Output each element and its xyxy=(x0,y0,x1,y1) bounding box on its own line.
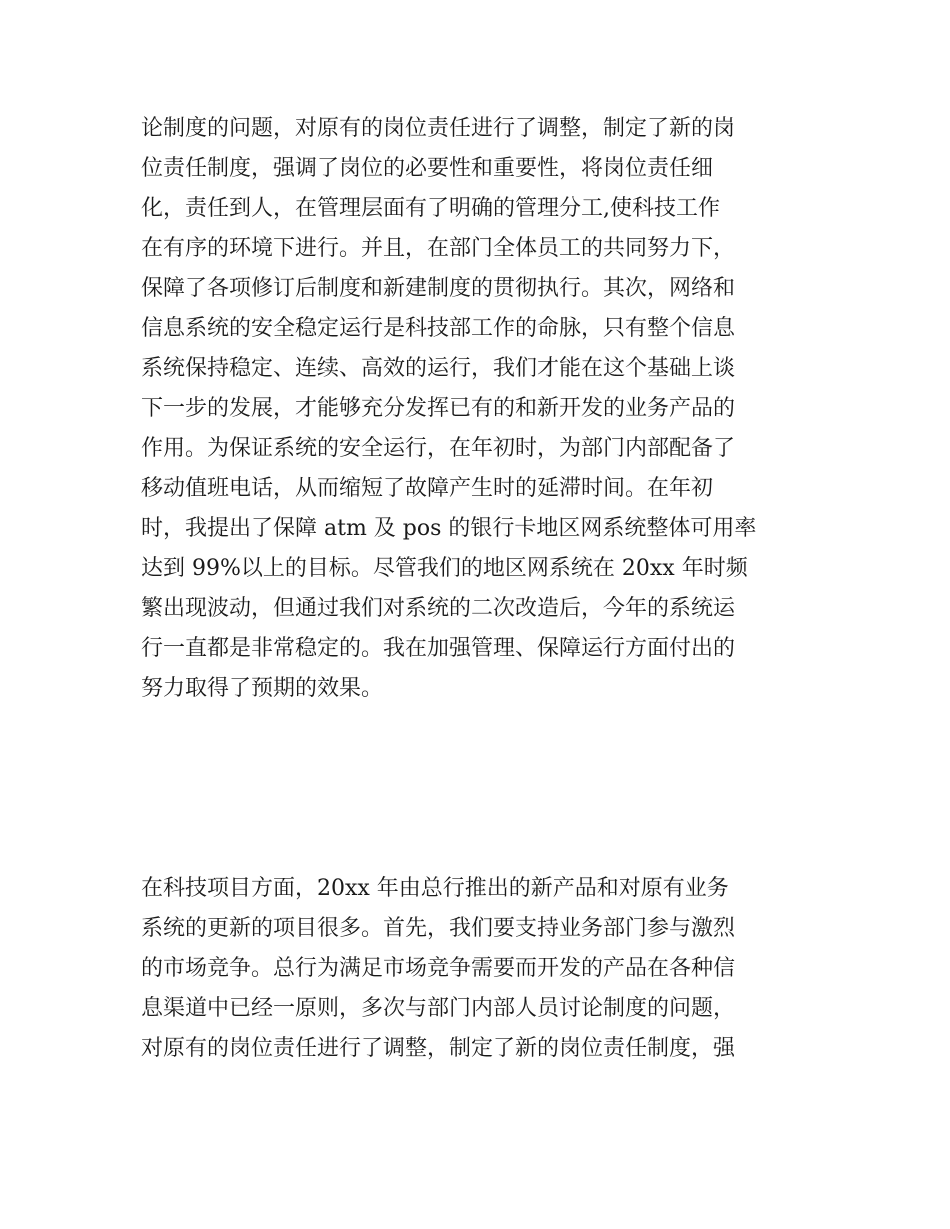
text-line: 系统的更新的项目很多。首先，我们要支持业务部门参与激烈 xyxy=(141,916,736,941)
paragraph-2 xyxy=(141,869,813,1069)
text-line: 在有序的环境下进行。并且，在部门全体员工的共同努力下， xyxy=(141,236,736,261)
text-line: 达到 99%以上的目标。尽管我们的地区网系统在 20xx 年时频 xyxy=(141,556,748,581)
text-line: 作用。为保证系统的安全运行，在年初时，为部门内部配备了 xyxy=(141,436,736,461)
text-line: 系统保持稳定、连续、高效的运行，我们才能在这个基础上谈 xyxy=(141,356,736,381)
text-line: 息渠道中已经一原则，多次与部门内部人员讨论制度的问题， xyxy=(141,996,736,1021)
text-line: 保障了各项修订后制度和新建制度的贯彻执行。其次，网络和 xyxy=(141,276,736,301)
text-line: 行一直都是非常稳定的。我在加强管理、保障运行方面付出的 xyxy=(141,636,736,661)
text-line: 努力取得了预期的效果。 xyxy=(141,676,384,701)
text-line: 下一步的发展，才能够充分发挥已有的和新开发的业务产品的 xyxy=(141,396,736,421)
text-line: 的市场竞争。总行为满足市场竞争需要而开发的产品在各种信 xyxy=(141,956,736,981)
text-line: 繁出现波动，但通过我们对系统的二次改造后，今年的系统运 xyxy=(141,596,736,621)
paragraph-1 xyxy=(141,109,813,709)
text-line: 信息系统的安全稳定运行是科技部工作的命脉，只有整个信息 xyxy=(141,316,736,341)
text-line: 时，我提出了保障 atm 及 pos 的银行卡地区网系统整体可用率 xyxy=(141,516,757,541)
text-line: 位责任制度，强调了岗位的必要性和重要性，将岗位责任细 xyxy=(141,156,714,181)
text-line: 在科技项目方面，20xx 年由总行推出的新产品和对原有业务 xyxy=(141,876,729,901)
text-line: 对原有的岗位责任进行了调整，制定了新的岗位责任制度，强 xyxy=(141,1036,736,1061)
text-line: 化，责任到人，在管理层面有了明确的管理分工,使科技工作 xyxy=(141,196,720,221)
text-line: 论制度的问题，对原有的岗位责任进行了调整，制定了新的岗 xyxy=(141,116,736,141)
text-line: 移动值班电话，从而缩短了故障产生时的延滞时间。在年初 xyxy=(141,476,714,501)
